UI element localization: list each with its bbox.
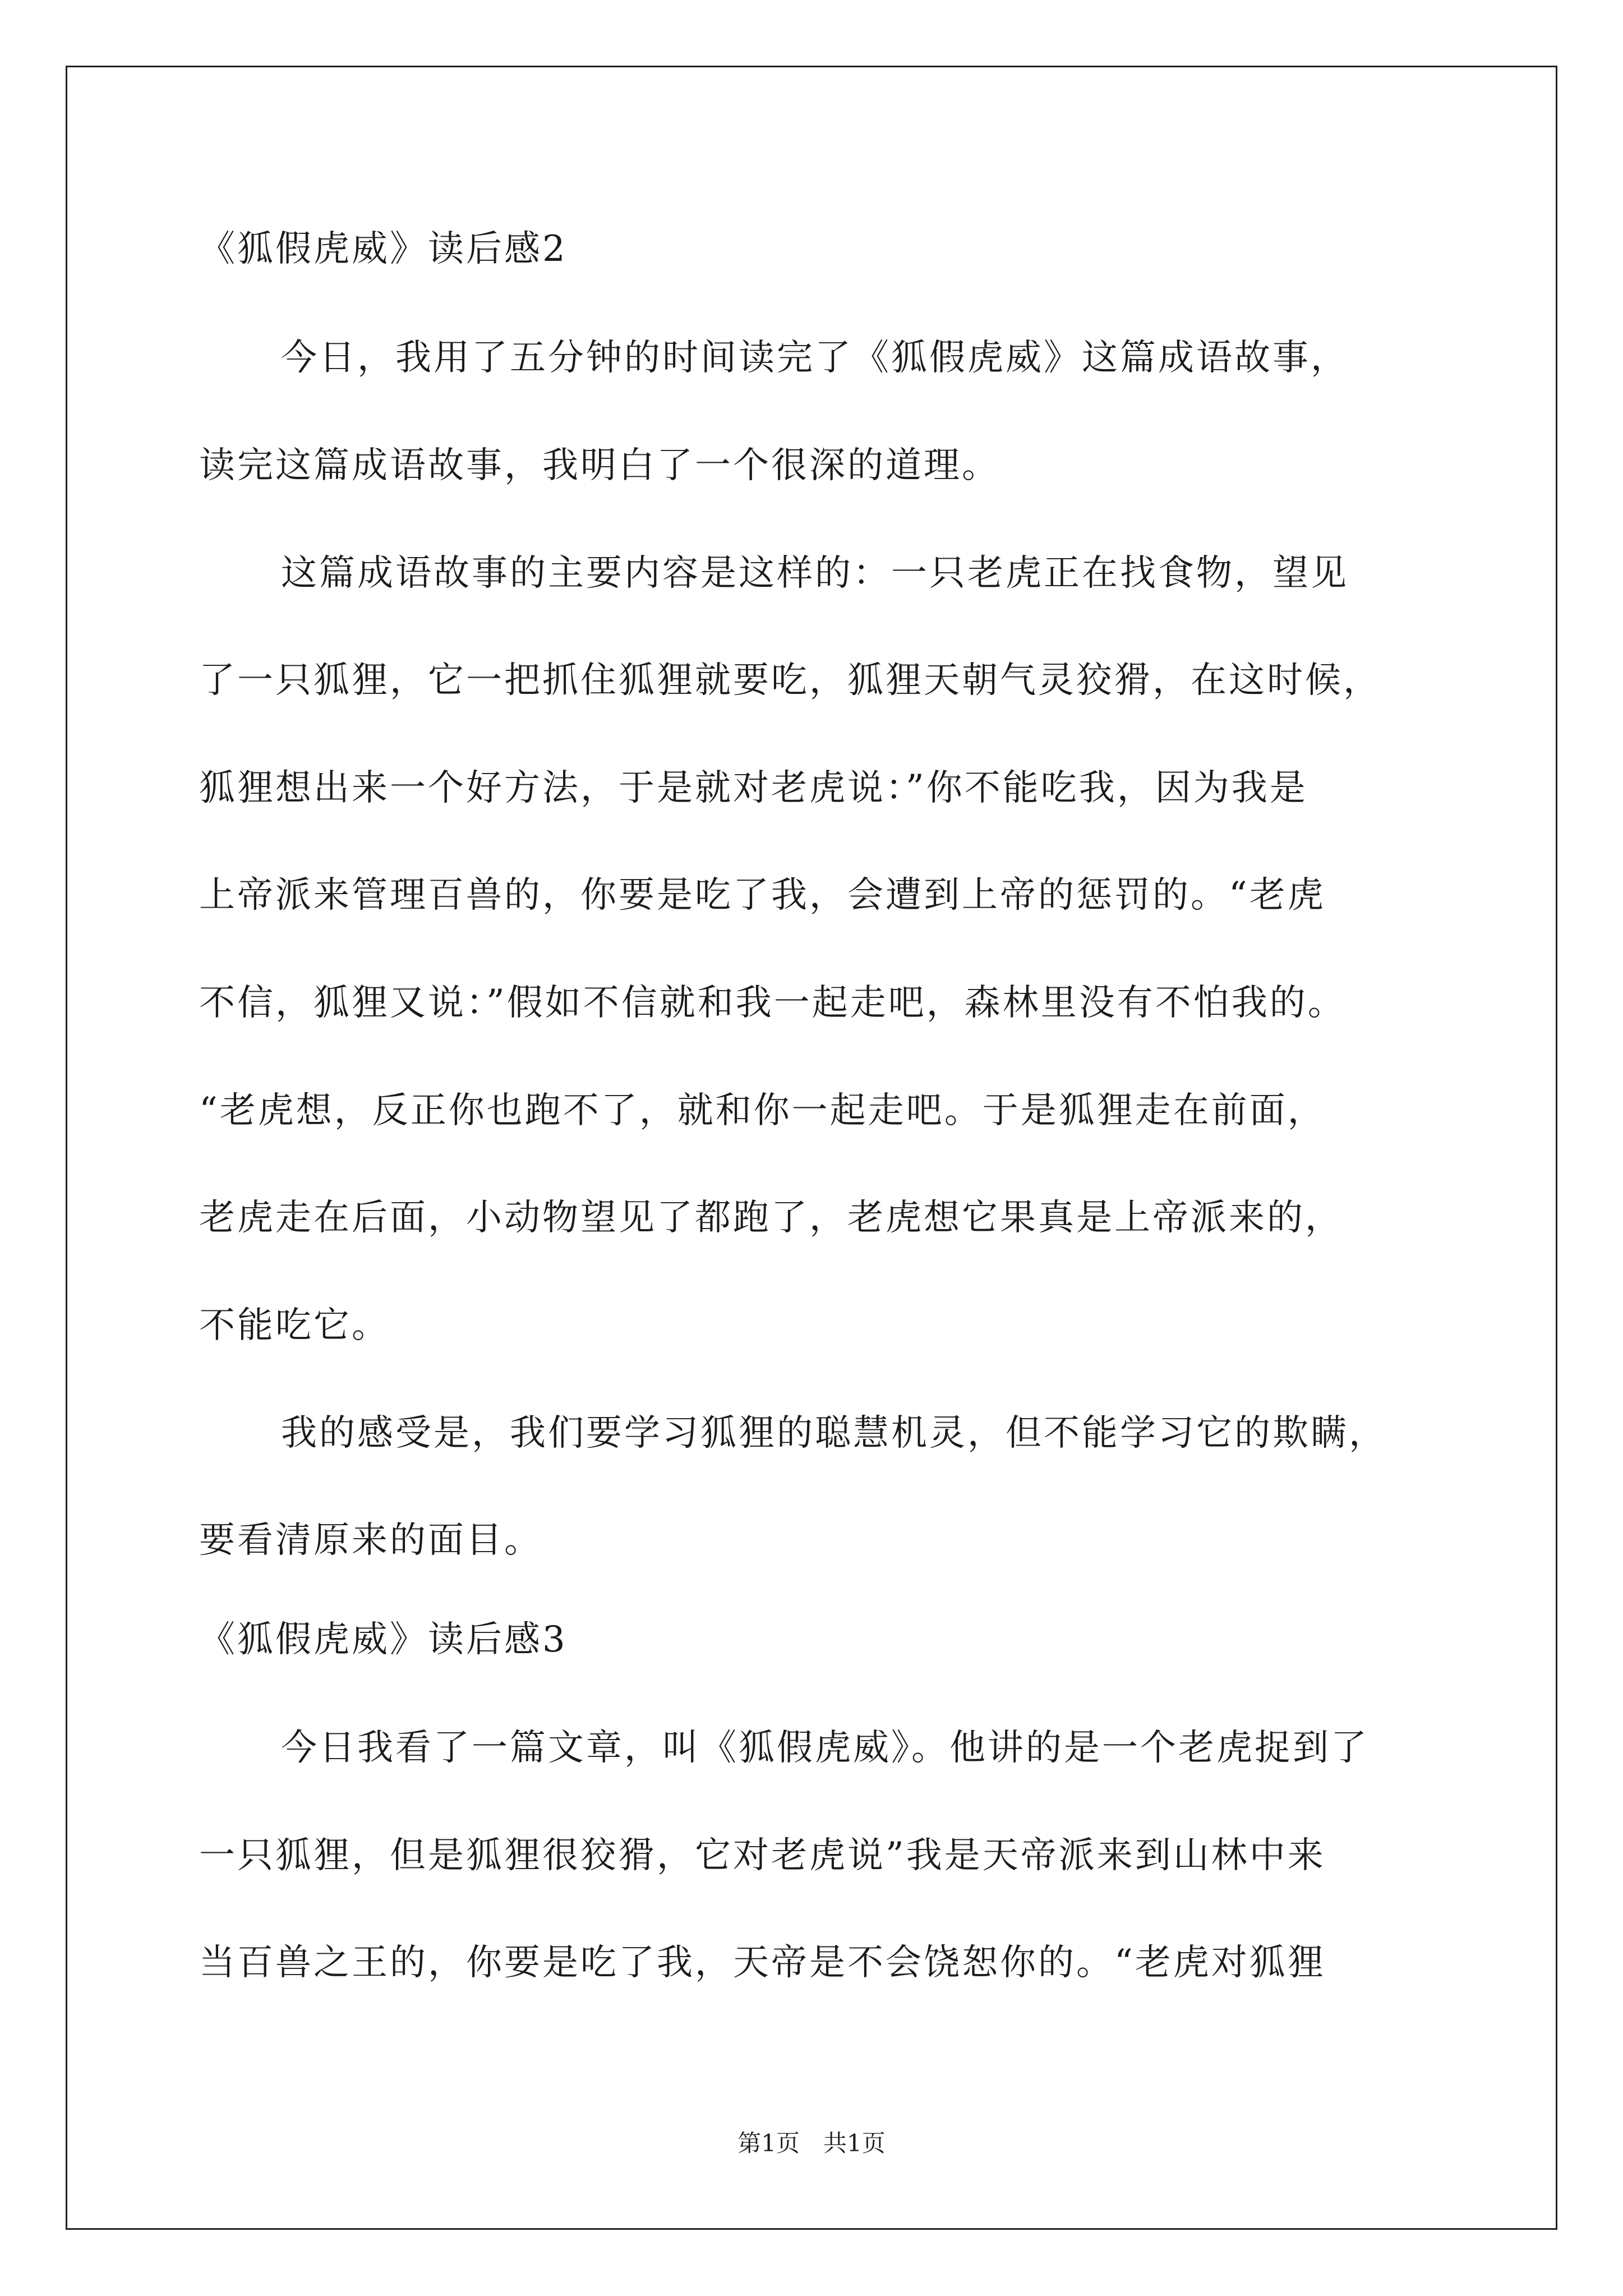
page-border [66, 66, 1557, 2230]
paragraph-line: 要看清原来的面目。 [199, 1520, 542, 1561]
paragraph-line: “老虎想，反正你也跑不了，就和你一起走吧。于是狐狸走在前面， [199, 1090, 1326, 1131]
paragraph-line: 这篇成语故事的主要内容是这样的：一只老虎正在找食物，望见 [281, 553, 1349, 594]
paragraph-line: 狐狸想出来一个好方法，于是就对老虎说：”你不能吃我，因为我是 [199, 767, 1308, 809]
section-title: 《狐假虎威》读后感3 [199, 1619, 568, 1660]
paragraph-line: 不信，狐狸又说：”假如不信就和我一起走吧，森林里没有不怕我的。 [199, 982, 1346, 1024]
paragraph-line: 我的感受是，我们要学习狐狸的聪慧机灵，但不能学习它的欺瞒， [281, 1412, 1387, 1454]
paragraph-line: 读完这篇成语故事，我明白了一个很深的道理。 [199, 445, 1000, 486]
paragraph-line: 今日，我用了五分钟的时间读完了《狐假虎威》这篇成语故事， [281, 337, 1349, 379]
paragraph-line: 老虎走在后面，小动物望见了都跑了，老虎想它果真是上帝派来的， [199, 1197, 1343, 1239]
paragraph-line: 一只狐狸，但是狐狸很狡猾，它对老虎说”我是天帝派来到山林中来 [199, 1835, 1326, 1876]
paragraph-line: 当百兽之王的，你要是吃了我，天帝是不会饶恕你的。“老虎对狐狸 [199, 1942, 1326, 1984]
page-number-footer: 第1页 共1页 [737, 2129, 886, 2157]
section-title: 《狐假虎威》读后感2 [199, 228, 568, 270]
paragraph-line: 今日我看了一篇文章，叫《狐假虎威》。他讲的是一个老虎捉到了 [281, 1727, 1369, 1769]
paragraph-line: 不能吃它。 [199, 1305, 390, 1346]
paragraph-line: 了一只狐狸，它一把抓住狐狸就要吃，狐狸天朝气灵狡猾，在这时候， [199, 660, 1381, 701]
paragraph-line: 上帝派来管理百兽的，你要是吃了我，会遭到上帝的惩罚的。“老虎 [199, 875, 1326, 916]
